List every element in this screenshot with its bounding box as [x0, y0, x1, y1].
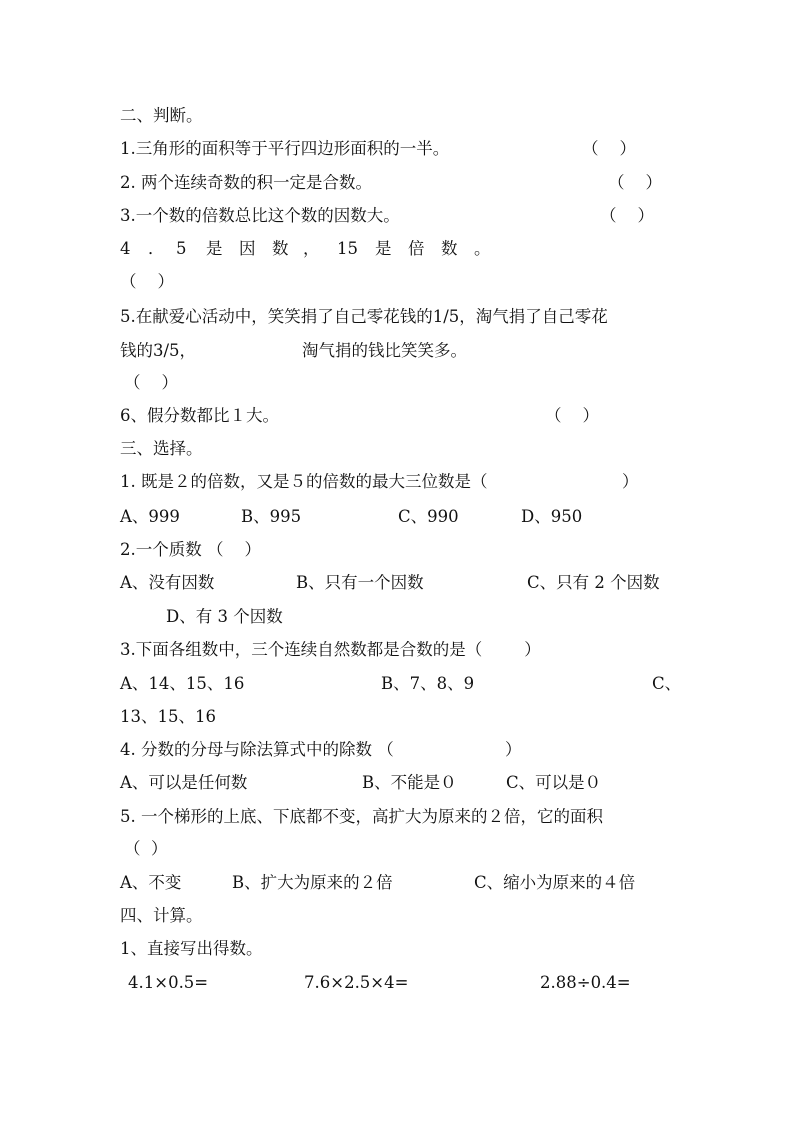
judge-q1-text: 1.三角形的面积等于平行四边形面积的一半。: [120, 139, 450, 158]
choice-q2-text: 2.一个质数 （ ）: [120, 540, 261, 559]
section-heading-calc: 四、计算。: [120, 906, 203, 925]
choice-q1-option-d[interactable]: D、950: [521, 507, 583, 526]
judge-q4-part: ，: [303, 239, 320, 258]
judge-q6-text: 6、假分数都比１大。: [120, 406, 279, 425]
choice-q4-option-b[interactable]: B、不能是０: [362, 773, 457, 792]
choice-q2-option-a[interactable]: A、没有因数: [120, 573, 215, 592]
judge-q3-answer-paren[interactable]: （ ）: [600, 206, 654, 225]
judge-q3-text: 3.一个数的倍数总比这个数的因数大。: [120, 206, 400, 225]
choice-q2-option-d[interactable]: D、有 3 个因数: [166, 607, 283, 626]
judge-q4-part: 是: [206, 239, 223, 258]
choice-q2-option-b[interactable]: B、只有一个因数: [296, 573, 424, 592]
judge-q4-part: 5: [176, 239, 187, 258]
judge-q4-part: ．: [148, 239, 165, 258]
choice-q4-option-a[interactable]: A、可以是任何数: [120, 773, 248, 792]
choice-q5-option-a[interactable]: A、不变: [120, 873, 182, 892]
judge-q5-line2b: 淘气捐的钱比笑笑多。: [302, 341, 467, 360]
judge-q4-part: 倍: [408, 239, 425, 258]
calc-item[interactable]: 7.6×2.5×4=: [304, 973, 409, 992]
choice-q3-option-c[interactable]: C、: [652, 674, 682, 693]
calc-item[interactable]: 4.1×0.5=: [128, 973, 209, 992]
choice-q5-option-b[interactable]: B、扩大为原来的２倍: [232, 873, 393, 892]
judge-q4-part: 。: [474, 239, 491, 258]
calc-sub-heading: 1、直接写出得数。: [120, 939, 263, 958]
choice-q4-option-c[interactable]: C、可以是０: [506, 773, 602, 792]
judge-q4-part: 因: [239, 239, 256, 258]
choice-q1-option-a[interactable]: A、999: [120, 507, 180, 526]
choice-q1-text: 1. 既是２的倍数，又是５的倍数的最大三位数是（: [120, 472, 488, 491]
choice-q1-close-paren[interactable]: ）: [622, 472, 639, 491]
judge-q4-part: 15: [337, 239, 358, 258]
judge-q2-answer-paren[interactable]: （ ）: [608, 173, 662, 192]
choice-q3-option-b[interactable]: B、7、8、9: [381, 674, 475, 693]
judge-q4-part: 4: [120, 239, 131, 258]
section-heading-judge: 二、判断。: [120, 106, 203, 125]
judge-q1-answer-paren[interactable]: （ ）: [582, 139, 636, 158]
judge-q2-text: 2. 两个连续奇数的积一定是合数。: [120, 173, 372, 192]
choice-q5-option-c[interactable]: C、缩小为原来的４倍: [474, 873, 636, 892]
section-heading-choice: 三、选择。: [120, 439, 203, 458]
choice-q4-close-paren[interactable]: ）: [505, 740, 522, 759]
judge-q5-line1: 5.在献爱心活动中，笑笑捐了自己零花钱的1/5，淘气捐了自己零花: [120, 307, 608, 326]
choice-q2-option-c[interactable]: C、只有 2 个因数: [527, 573, 660, 592]
choice-q1-option-c[interactable]: C、990: [398, 507, 459, 526]
choice-q1-option-b[interactable]: B、995: [241, 507, 302, 526]
judge-q5-answer-paren[interactable]: （ ）: [124, 373, 178, 392]
choice-q3-text: 3.下面各组数中，三个连续自然数都是合数的是（ ）: [120, 640, 541, 659]
choice-q4-text: 4. 分数的分母与除法算式中的除数 （: [120, 740, 394, 759]
choice-q3-option-a[interactable]: A、14、15、16: [120, 674, 245, 693]
judge-q5-line2a: 钱的3/5，: [120, 341, 197, 360]
choice-q5-text: 5. 一个梯形的上底、下底都不变，高扩大为原来的２倍，它的面积: [120, 807, 603, 826]
judge-q4-part: 数: [272, 239, 289, 258]
choice-q5-answer-paren[interactable]: （ ）: [124, 839, 168, 858]
judge-q4-part: 是: [375, 239, 392, 258]
calc-item[interactable]: 2.88÷0.4=: [540, 973, 631, 992]
choice-q3-option-c-value: 13、15、16: [120, 707, 216, 726]
judge-q4-answer-paren[interactable]: （ ）: [120, 272, 174, 291]
judge-q4-part: 数: [441, 239, 458, 258]
judge-q6-answer-paren[interactable]: （ ）: [545, 406, 599, 425]
